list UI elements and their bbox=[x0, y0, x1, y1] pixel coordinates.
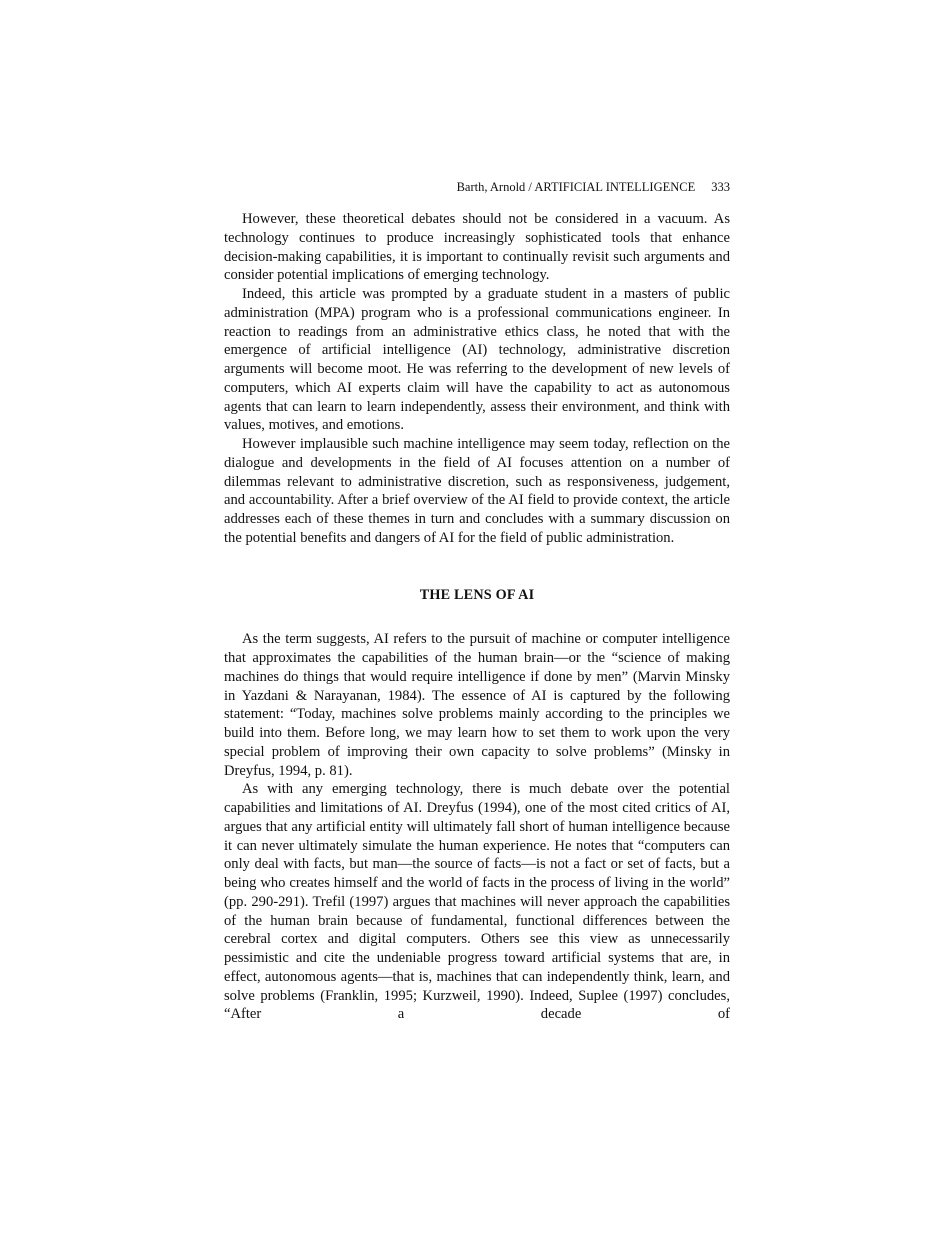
section-text bbox=[224, 630, 730, 1024]
paragraph: As the term suggests, AI refers to the pursuit of machine or computer intelligence that approximates the capabilities of the human brain—or the “science of making machines do things that would require intelligence if done by men” (Marvin Minsky in Yazdani & Narayanan, 1984). The essence of AI is captured by the following statement: “Today, machines solve problems mainly according to the principles we build into them. Before long, we may learn how to set them to work upon the very special problem of improving their own capacity to solve problems” (Minsky in Dreyfus, 1994, p. 81). bbox=[224, 631, 730, 779]
intro-text bbox=[224, 210, 730, 548]
paragraph: However implausible such machine intelligence may seem today, reflection on the dialogue and developments in the field of AI focuses attention on a number of dilemmas relevant to administrative discretion, such as responsiveness, judgement, and accountability. After a brief overview of the AI field to provide context, the article addresses each of these themes in turn and concludes with a summary discussion on the potential benefits and dangers of AI for the field of public administration. bbox=[224, 436, 730, 546]
running-head-title: Barth, Arnold / ARTIFICIAL INTELLIGENCE bbox=[456, 180, 696, 194]
section-heading: THE LENS OF AI bbox=[419, 586, 535, 603]
paragraph: As with any emerging technology, there is much debate over the potential capabilities and limitations of AI. Dreyfus (1994), one of the most cited critics of AI, argues that any artificial entity will ultimately fall short of human intelligence because it can never ultimately simulate the human experience. He notes that “computers can only deal with facts, but man—the source of facts—is not a fact or set of facts, but a being who creates himself and the world of facts in the process of living in the world” (pp. 290-291). Trefil (1997) argues that machines will never approach the capabilities of the human brain because of fundamental, functional differences between the cerebral cortex and digital computers. Others see this view as unnecessarily pessimistic and cite the undeniable progress toward artificial systems that are, in effect, autonomous agents—that is, machines that can independently think, learn, and solve problems (Franklin, 1995; Kurzweil, 1990). Indeed, Suplee (1997) concludes, “After a decade of bbox=[224, 781, 730, 1023]
paragraph: However, these theoretical debates should not be considered in a vacuum. As technology continues to produce increasingly sophisticated tools that enhance decision-making capabilities, it is important to continually revisit such arguments and consider potential implications of emerging technology. bbox=[224, 211, 730, 284]
page-number: 333 bbox=[711, 180, 730, 194]
journal-page bbox=[224, 178, 730, 1024]
running-head bbox=[224, 178, 730, 196]
paragraph: Indeed, this article was prompted by a graduate student in a masters of public administration (MPA) program who is a professional communications engineer. In reaction to readings from an administrative ethics class, he noted that with the emergence of artificial intelligence (AI) technology, administrative discretion arguments will become moot. He was referring to the development of new levels of computers, which AI experts claim will have the capability to act as autonomous agents that can learn to learn independently, assess their environment, and think with values, motives, and emotions. bbox=[224, 286, 730, 434]
